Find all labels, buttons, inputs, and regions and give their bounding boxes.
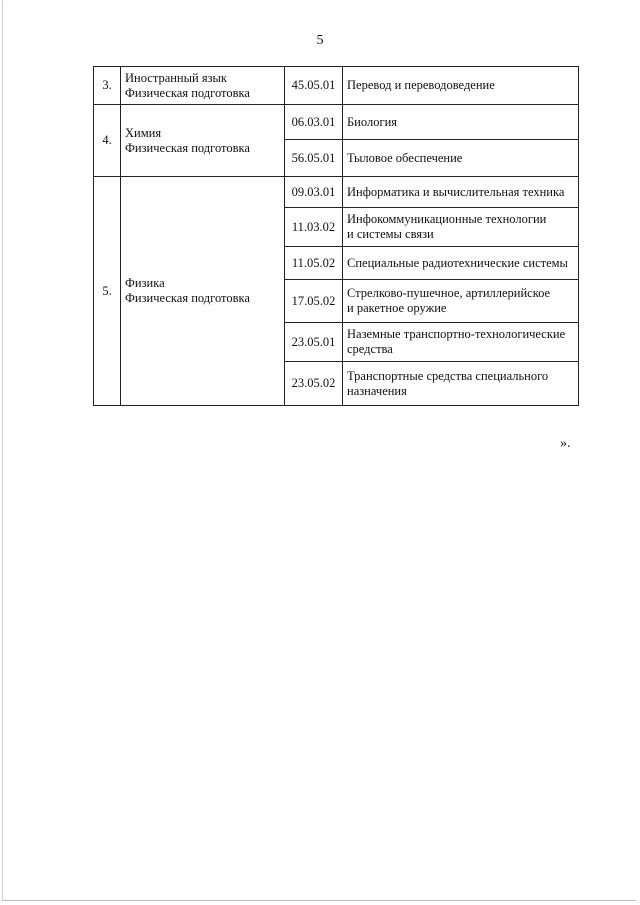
subject-line: Физическая подготовка bbox=[125, 85, 250, 100]
specialty-name-line: Наземные транспортно-технологические bbox=[347, 327, 566, 341]
row-number: 5. bbox=[94, 177, 121, 406]
specialty-name-line: и системы связи bbox=[347, 227, 434, 241]
specialty-name-line: Специальные радиотехнические системы bbox=[347, 255, 568, 270]
specialty-name-line: средства bbox=[347, 342, 393, 356]
subject-line: Химия bbox=[125, 125, 162, 140]
specialty-name bbox=[343, 280, 579, 323]
subjects-cell bbox=[121, 105, 285, 177]
specialty-code: 45.05.01 bbox=[285, 67, 343, 105]
disciplines-table bbox=[93, 66, 579, 406]
specialty-name-line: Инфокоммуникационные технологии bbox=[347, 212, 547, 226]
specialty-code: 11.03.02 bbox=[285, 208, 343, 247]
specialty-name bbox=[343, 208, 579, 247]
table-row bbox=[94, 105, 579, 140]
specialty-name-line: и ракетное оружие bbox=[347, 301, 447, 315]
specialty-name bbox=[343, 323, 579, 362]
specialty-name-line: Стрелково-пушечное, артиллерийское bbox=[347, 286, 551, 300]
specialty-code: 23.05.01 bbox=[285, 323, 343, 362]
specialty-code: 06.03.01 bbox=[285, 105, 343, 140]
subject-line: Физика bbox=[125, 276, 165, 290]
row-number: 3. bbox=[94, 67, 121, 105]
closing-quote-mark: ». bbox=[560, 436, 571, 451]
subject-line: Физическая подготовка bbox=[125, 291, 250, 305]
specialty-code: 17.05.02 bbox=[285, 280, 343, 323]
row-number: 4. bbox=[94, 105, 121, 177]
specialty-code: 09.03.01 bbox=[285, 177, 343, 208]
specialty-name bbox=[343, 177, 579, 208]
specialty-name-line: Транспортные средства специального bbox=[347, 368, 549, 383]
subject-line: Иностранный язык bbox=[125, 70, 227, 85]
specialty-name-line: назначения bbox=[347, 383, 407, 398]
subjects-cell bbox=[121, 177, 285, 406]
table-row bbox=[94, 67, 579, 105]
specialty-name bbox=[343, 362, 579, 406]
specialty-name-line: Тыловое обеспечение bbox=[347, 150, 463, 165]
specialty-name-line: Биология bbox=[347, 114, 398, 129]
specialty-name bbox=[343, 140, 579, 177]
subject-line: Физическая подготовка bbox=[125, 140, 250, 155]
specialty-code: 23.05.02 bbox=[285, 362, 343, 406]
specialty-name-line: Перевод и переводоведение bbox=[347, 78, 495, 92]
specialty-code: 11.05.02 bbox=[285, 247, 343, 280]
specialty-name-line: Информатика и вычислительная техника bbox=[347, 184, 565, 199]
page-number: 5 bbox=[316, 33, 324, 48]
specialty-name bbox=[343, 247, 579, 280]
table-row bbox=[94, 177, 579, 208]
subjects-cell bbox=[121, 67, 285, 105]
specialty-code: 56.05.01 bbox=[285, 140, 343, 177]
specialty-name bbox=[343, 67, 579, 105]
specialty-name bbox=[343, 105, 579, 140]
